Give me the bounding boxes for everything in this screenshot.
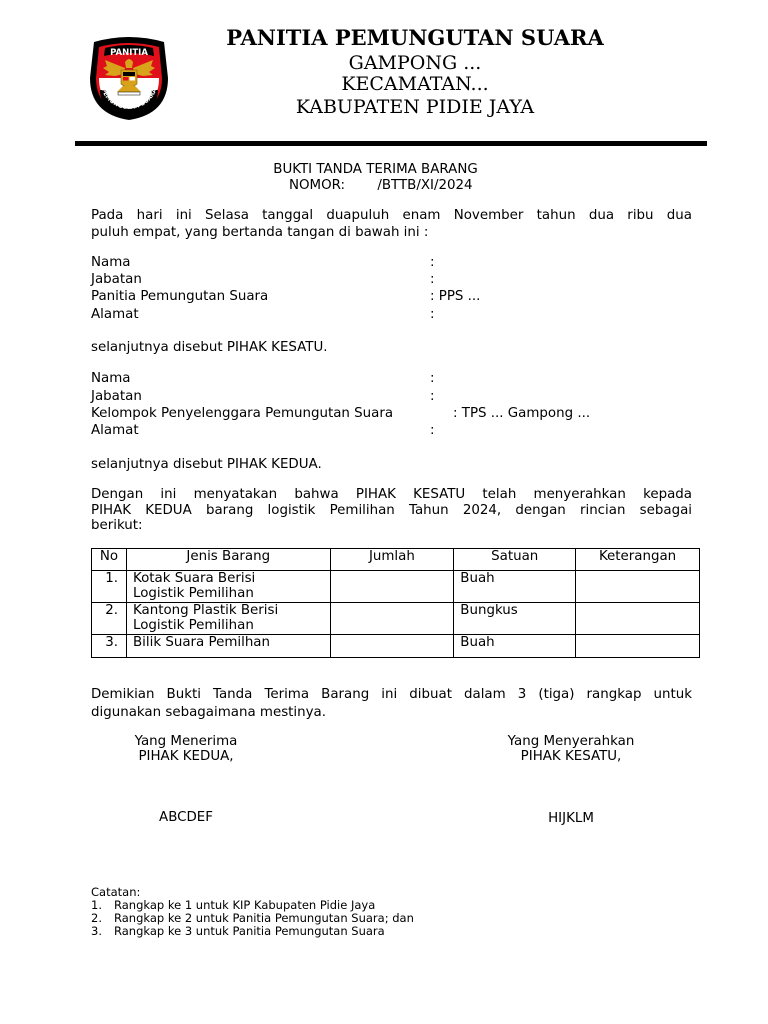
- table-row: [92, 571, 700, 603]
- party1-name-label: Nama: [91, 255, 131, 270]
- notes-item-text: Rangkap ke 3 untuk Panitia Pemungutan Suara: [114, 924, 385, 938]
- party2-group-label: Kelompok Penyelenggara Pemungutan Suara: [91, 406, 394, 421]
- statement-line-3: berikut:: [91, 518, 143, 533]
- table-header-unit: Satuan: [454, 549, 576, 571]
- notes-item-number: 3.: [91, 924, 102, 938]
- table-cell-item: [126, 635, 330, 658]
- statement-line-2: PIHAK KEDUA barang logistik Pemilihan Tahun 2024, dengan rincian sebagai: [91, 503, 692, 518]
- header-kecamatan: KECAMATAN...: [341, 73, 489, 95]
- party1-address-colon: :: [430, 307, 435, 322]
- svg-text:PANITIA: PANITIA: [110, 48, 148, 58]
- table-cell-qty: [330, 603, 454, 635]
- table-cell-item: [126, 571, 330, 603]
- closing-line-1: Demikian Bukti Tanda Terima Barang ini dibuat dalam 3 (tiga) rangkap untuk: [91, 687, 692, 702]
- table-cell-item-line1: Kotak Suara Berisi: [132, 571, 256, 586]
- signature-left-party: PIHAK KEDUA,: [138, 749, 234, 764]
- document-number-label: NOMOR:: [289, 178, 346, 193]
- party1-committee-row: [91, 288, 711, 305]
- table-cell-item-line1: Bilik Suara Pemilhan: [132, 635, 271, 650]
- table-cell-unit: Bungkus: [454, 603, 576, 635]
- table-cell-unit: Buah: [454, 635, 576, 658]
- table-header-row: [92, 549, 700, 571]
- signature-left-title: Yang Menerima: [134, 734, 238, 749]
- table-header-qty: Jumlah: [330, 549, 454, 571]
- closing-line-2: digunakan sebagaimana mestinya.: [91, 705, 327, 720]
- notes-heading: Catatan:: [91, 885, 141, 899]
- intro-line-2: puluh empat, yang bertanda tangan di bawah ini :: [91, 225, 429, 240]
- table-cell-qty: [330, 635, 454, 658]
- party2-address-label: Alamat: [91, 423, 139, 438]
- header-divider: [75, 141, 707, 146]
- party1-name-row: [91, 254, 711, 271]
- items-table: [91, 548, 700, 658]
- document-title: BUKTI TANDA TERIMA BARANG: [273, 162, 478, 177]
- notes-item-text: Rangkap ke 2 untuk Panitia Pemungutan Suara; dan: [114, 911, 414, 925]
- party2-position-label: Jabatan: [91, 389, 142, 404]
- document-number: [289, 177, 473, 194]
- header-kabupaten: KABUPATEN PIDIE JAYA: [295, 96, 535, 118]
- table-cell-no: 2.: [92, 603, 127, 635]
- signature-right-title: Yang Menyerahkan: [507, 734, 635, 749]
- party2-closing: selanjutnya disebut PIHAK KEDUA.: [91, 457, 322, 472]
- table-cell-no: 3.: [92, 635, 127, 658]
- signature-left-name: ABCDEF: [159, 810, 213, 825]
- table-cell-note: [576, 571, 700, 603]
- table-cell-no: 1.: [92, 571, 127, 603]
- notes-item: [91, 925, 385, 938]
- party1-address-label: Alamat: [91, 307, 139, 322]
- table-cell-qty: [330, 571, 454, 603]
- table-cell-item: [126, 603, 330, 635]
- table-cell-note: [576, 635, 700, 658]
- party2-group-row: [91, 405, 711, 422]
- party2-position-row: [91, 388, 711, 405]
- header-org-name: PANITIA PEMUNGUTAN SUARA: [226, 25, 604, 50]
- table-header-item: Jenis Barang: [126, 549, 330, 571]
- party2-name-row: [91, 370, 711, 387]
- notes-item-number: 1.: [91, 898, 102, 912]
- party1-position-row: [91, 271, 711, 288]
- table-cell-item-line1: Kantong Plastik Berisi: [132, 603, 279, 618]
- party1-committee-label: Panitia Pemungutan Suara: [91, 289, 269, 304]
- document-number-value: /BTTB/XI/2024: [377, 178, 473, 193]
- party1-position-label: Jabatan: [91, 272, 142, 287]
- party1-committee-value: : PPS ...: [430, 289, 481, 304]
- party1-closing: selanjutnya disebut PIHAK KESATU.: [91, 340, 328, 355]
- table-cell-unit: Buah: [454, 571, 576, 603]
- party2-name-colon: :: [430, 371, 435, 386]
- statement-line-1: Dengan ini menyatakan bahwa PIHAK KESATU telah menyerahkan kepada: [91, 487, 692, 502]
- party2-name-label: Nama: [91, 371, 131, 386]
- party2-group-value: : TPS ... Gampong ...: [453, 406, 591, 421]
- party1-position-colon: :: [430, 272, 435, 287]
- notes-item-number: 2.: [91, 911, 102, 925]
- party2-address-row: [91, 422, 711, 439]
- signature-right-party: PIHAK KESATU,: [520, 749, 622, 764]
- table-header-no: No: [92, 549, 127, 571]
- header-gampong: GAMPONG ...: [348, 52, 482, 74]
- svg-text:PEMUNGUTAN SUARA: PEMUNGUTAN SUARA: [99, 87, 159, 112]
- table-cell-item-line2: Logistik Pemilihan: [132, 618, 254, 633]
- table-cell-note: [576, 603, 700, 635]
- signature-right-name: HIJKLM: [548, 811, 594, 826]
- table-row: [92, 635, 700, 658]
- intro-line-1: Pada hari ini Selasa tanggal duapuluh enam November tahun dua ribu dua: [91, 208, 692, 223]
- table-cell-item-line2: Logistik Pemilihan: [132, 586, 254, 601]
- party2-position-colon: :: [430, 389, 435, 404]
- table-row: [92, 603, 700, 635]
- table-header-note: Keterangan: [576, 549, 700, 571]
- party1-name-colon: :: [430, 255, 435, 270]
- party1-address-row: [91, 306, 711, 323]
- notes-item-text: Rangkap ke 1 untuk KIP Kabupaten Pidie Jaya: [114, 898, 376, 912]
- party2-address-colon: :: [430, 423, 435, 438]
